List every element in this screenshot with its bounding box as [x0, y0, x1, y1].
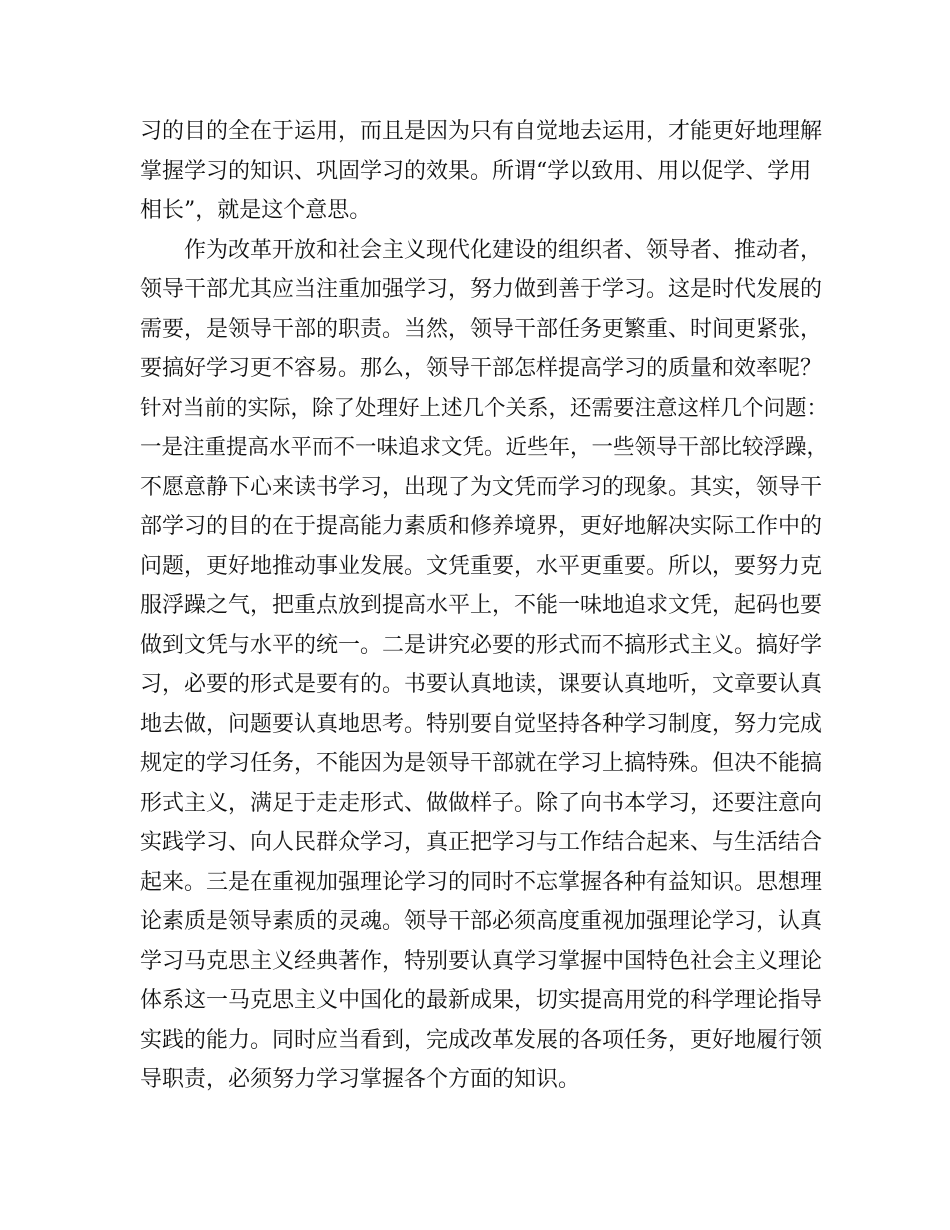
paragraph-first-line: 作为改革开放和社会主义现代化建设的组织者、领导者、推动者，	[184, 237, 823, 263]
text-line: 服浮躁之气，把重点放到提高水平上，不能一味地追求文凭，起码也要	[140, 593, 823, 618]
text-line: 部学习的目的在于提高能力素质和修养境界，更好地解决实际工作中的	[140, 514, 823, 539]
text-line: 论素质是领导素质的灵魂。领导干部必须高度重视加强理论学习，认真	[140, 909, 823, 934]
text-line: 实践的能力。同时应当看到，完成改革发展的各项任务，更好地履行领	[140, 1027, 823, 1053]
text-line: 一是注重提高水平而不一味追求文凭。近些年，一些领导干部比较浮躁，	[140, 435, 829, 460]
text-line: 领导干部尤其应当注重加强学习，努力做到善于学习。这是时代发展的	[140, 277, 823, 302]
text-line: 起来。三是在重视加强理论学习的同时不忘掌握各种有益知识。思想理	[140, 869, 823, 895]
text-line: 习的目的全在于运用，而且是因为只有自觉地去运用，才能更好地理解	[140, 119, 823, 144]
text-line: 实践学习、向人民群众学习，真正把学习与工作结合起来、与生活结合	[140, 830, 823, 855]
text-line: 不愿意静下心来读书学习，出现了为文凭而学习的现象。其实，领导干	[140, 474, 823, 500]
text-line: 针对当前的实际，除了处理好上述几个关系，还需要注意这样几个问题：	[140, 395, 829, 421]
body-text	[140, 112, 829, 1100]
text-line: 掌握学习的知识、巩固学习的效果。所谓“学以致用、用以促学、学用	[140, 158, 812, 184]
text-line: 要搞好学习更不容易。那么，领导干部怎样提高学习的质量和效率呢？	[140, 356, 823, 381]
text-line: 形式主义，满足于走走形式、做做样子。除了向书本学习，还要注意向	[140, 790, 823, 816]
text-line: 习，必要的形式是要有的。书要认真地读，课要认真地听，文章要认真	[140, 672, 823, 697]
text-line: 问题，更好地推动事业发展。文凭重要，水平更重要。所以，要努力克	[140, 553, 823, 579]
text-line: 体系这一马克思主义中国化的最新成果，切实提高用党的科学理论指导	[140, 988, 823, 1013]
text-line: 地去做，问题要认真地思考。特别要自觉坚持各种学习制度，努力完成	[140, 711, 823, 737]
text-line: 需要，是领导干部的职责。当然，领导干部任务更繁重、时间更紧张，	[140, 316, 823, 342]
text-line: 规定的学习任务，不能因为是领导干部就在学习上搞特殊。但决不能搞	[140, 751, 823, 776]
text-line: 学习马克思主义经典著作，特别要认真学习掌握中国特色社会主义理论	[140, 948, 823, 974]
text-line: 导职责，必须努力学习掌握各个方面的知识。	[140, 1067, 581, 1092]
text-line: 相长”，就是这个意思。	[140, 198, 372, 223]
text-line: 做到文凭与水平的统一。二是讲究必要的形式而不搞形式主义。搞好学	[140, 632, 823, 658]
